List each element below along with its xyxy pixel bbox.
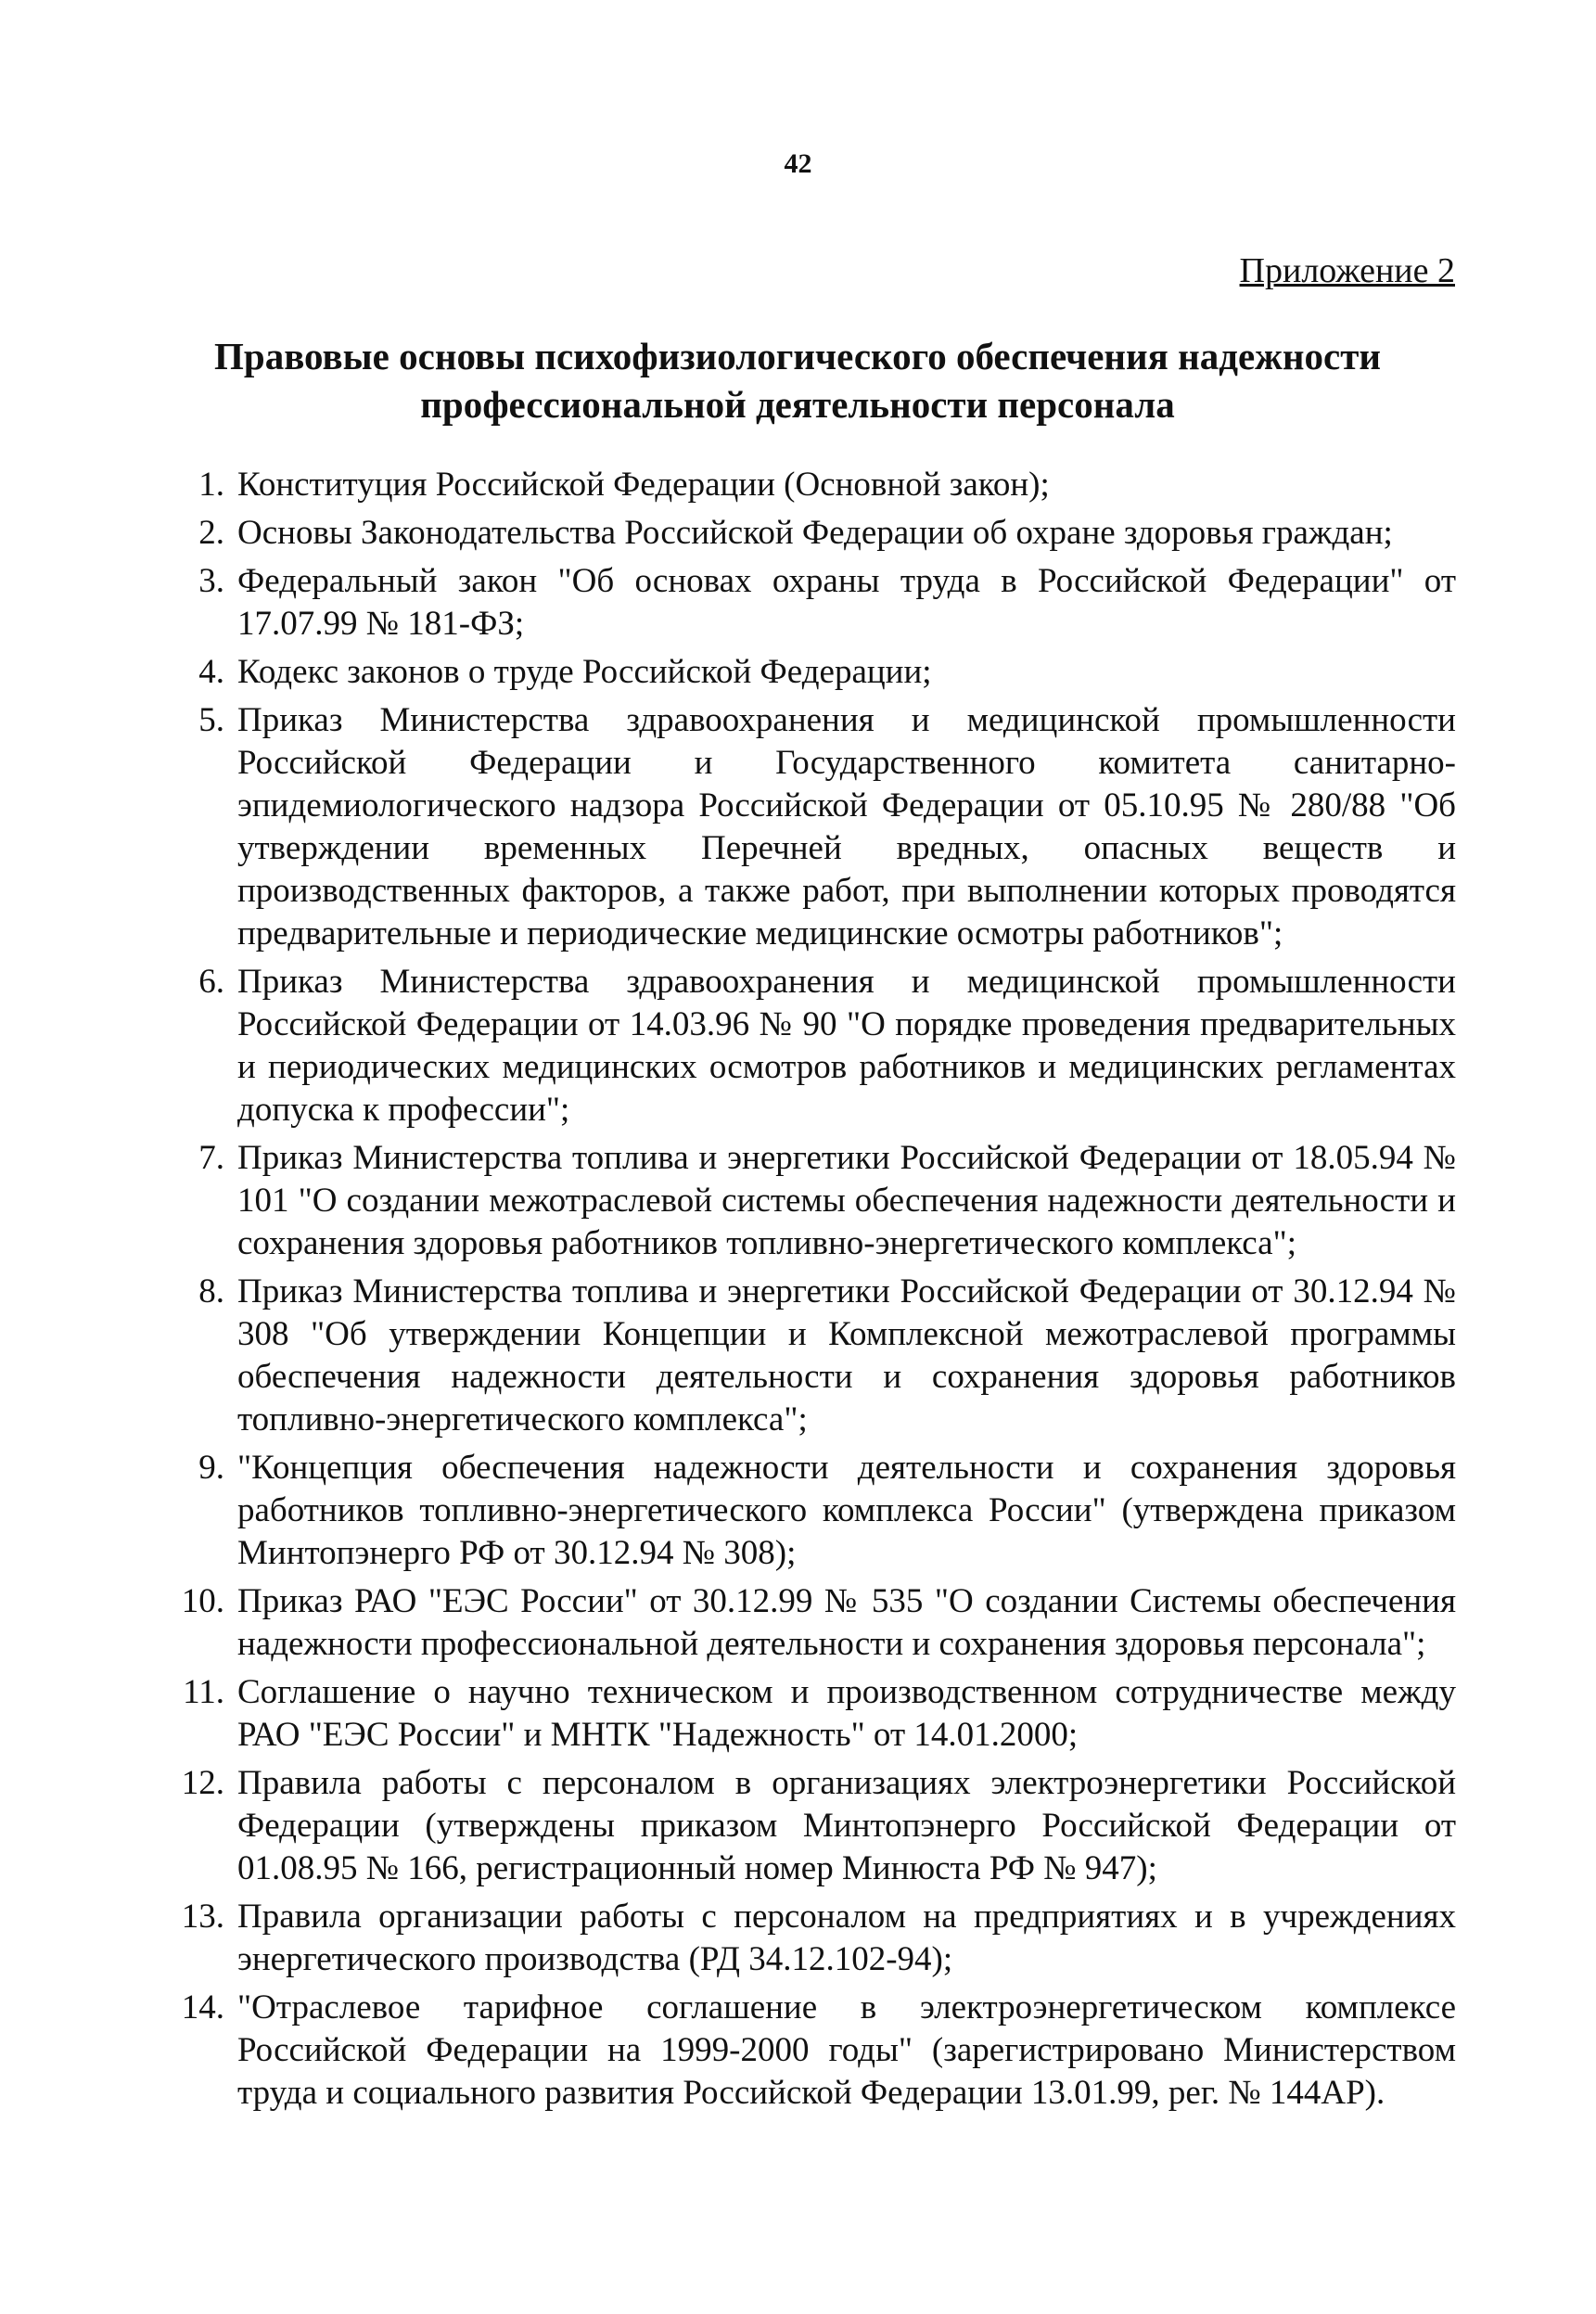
list-item-number: 3. bbox=[198, 562, 224, 600]
list-item-number: 8. bbox=[198, 1272, 224, 1310]
list-item bbox=[167, 1271, 1456, 1441]
list-item-number: 14. bbox=[181, 1988, 224, 2026]
list-item bbox=[167, 560, 1456, 646]
list-item-text: Приказ Министерства здравоохранения и медицинской промышленности Российской Федерации от 14.03.96 № 90 "О порядке проведения предварительных и периодических медицинских осмотров работников и медицинских регламентах допуска к профессии"; bbox=[237, 963, 1456, 1129]
list-item-text: Приказ Министерства топлива и энергетики Российской Федерации от 30.12.94 № 308 "Об утверждении Концепции и Комплексной межотраслевой программы обеспечения надежности деятельности и сохранения здоровья работников топливно-энергетического комплекса"; bbox=[237, 1272, 1456, 1438]
list-item-text: Соглашение о научно техническом и производственном сотрудничестве между РАО "ЕЭС России" и МНТК "Надежность" от 14.01.2000; bbox=[237, 1673, 1456, 1754]
appendix-label: Приложение 2 bbox=[1239, 251, 1455, 290]
list-item-number: 7. bbox=[198, 1139, 224, 1177]
list-item bbox=[167, 1987, 1456, 2115]
list-item-text: "Отраслевое тарифное соглашение в электроэнергетическом комплексе Российской Федерации на 1999-2000 годы" (зарегистрировано Министерством труда и социального развития Российской Федерации 13.01.99, рег. № 144АР). bbox=[237, 1988, 1456, 2112]
list-item bbox=[167, 1580, 1456, 1666]
list-item bbox=[167, 512, 1456, 555]
list-item-number: 10. bbox=[181, 1582, 224, 1620]
list-item bbox=[167, 1671, 1456, 1757]
list-item-number: 4. bbox=[198, 653, 224, 691]
list-item-number: 11. bbox=[183, 1673, 224, 1711]
list-item-number: 2. bbox=[198, 514, 224, 552]
list-item bbox=[167, 961, 1456, 1131]
document-title-line-1: Правовые основы психофизиологического обеспечения надежности bbox=[214, 335, 1381, 377]
document-title-line-2: профессиональной деятельности персонала bbox=[420, 383, 1175, 426]
legal-basis-list bbox=[167, 464, 1456, 2120]
list-item-number: 9. bbox=[198, 1449, 224, 1487]
list-item bbox=[167, 1896, 1456, 1981]
list-item-text: Правила работы с персоналом в организациях электроэнергетики Российской Федерации (утверждены приказом Минтопэнерго Российской Федерации от 01.08.95 № 166, регистрационный номер Минюста РФ № 947); bbox=[237, 1764, 1456, 1887]
list-item-number: 5. bbox=[198, 701, 224, 739]
list-item bbox=[167, 699, 1456, 955]
list-item-number: 13. bbox=[181, 1898, 224, 1936]
page-number: 42 bbox=[784, 148, 812, 179]
list-item-text: Федеральный закон "Об основах охраны труда в Российской Федерации" от 17.07.99 № 181-ФЗ; bbox=[237, 562, 1456, 643]
list-item-text: Приказ Министерства здравоохранения и медицинской промышленности Российской Федерации и Государственного комитета санитарно-эпидемиологического надзора Российской Федерации от 05.10.95 № 280/88 "Об утверждении временных Перечней вредных, опасных веществ и производственных факторов, а также работ, при выполнении которых проводятся предварительные и периодические медицинские осмотры работников"; bbox=[237, 701, 1456, 952]
list-item bbox=[167, 1447, 1456, 1575]
list-item-text: Основы Законодательства Российской Федерации об охране здоровья граждан; bbox=[237, 514, 1393, 552]
list-item-number: 6. bbox=[198, 963, 224, 1001]
list-item-text: "Концепция обеспечения надежности деятельности и сохранения здоровья работников топливно-энергетического комплекса России" (утверждена приказом Минтопэнерго РФ от 30.12.94 № 308); bbox=[237, 1449, 1456, 1572]
list-item bbox=[167, 1762, 1456, 1890]
list-item-text: Кодекс законов о труде Российской Федерации; bbox=[237, 653, 932, 691]
list-item bbox=[167, 651, 1456, 694]
list-item-text: Приказ РАО "ЕЭС России" от 30.12.99 № 535 "О создании Системы обеспечения надежности профессиональной деятельности и сохранения здоровья персонала"; bbox=[237, 1582, 1456, 1663]
list-item-text: Правила организации работы с персоналом на предприятиях и в учреждениях энергетического производства (РД 34.12.102-94); bbox=[237, 1898, 1456, 1978]
list-item-number: 1. bbox=[198, 466, 224, 504]
list-item-number: 12. bbox=[181, 1764, 224, 1802]
list-item bbox=[167, 1137, 1456, 1265]
list-item-text: Приказ Министерства топлива и энергетики Российской Федерации от 18.05.94 № 101 "О создании межотраслевой системы обеспечения надежности деятельности и сохранения здоровья работников топливно-энергетического комплекса"; bbox=[237, 1139, 1456, 1262]
document-title bbox=[148, 332, 1447, 428]
list-item bbox=[167, 464, 1456, 506]
list-item-text: Конституция Российской Федерации (Основной закон); bbox=[237, 466, 1050, 504]
